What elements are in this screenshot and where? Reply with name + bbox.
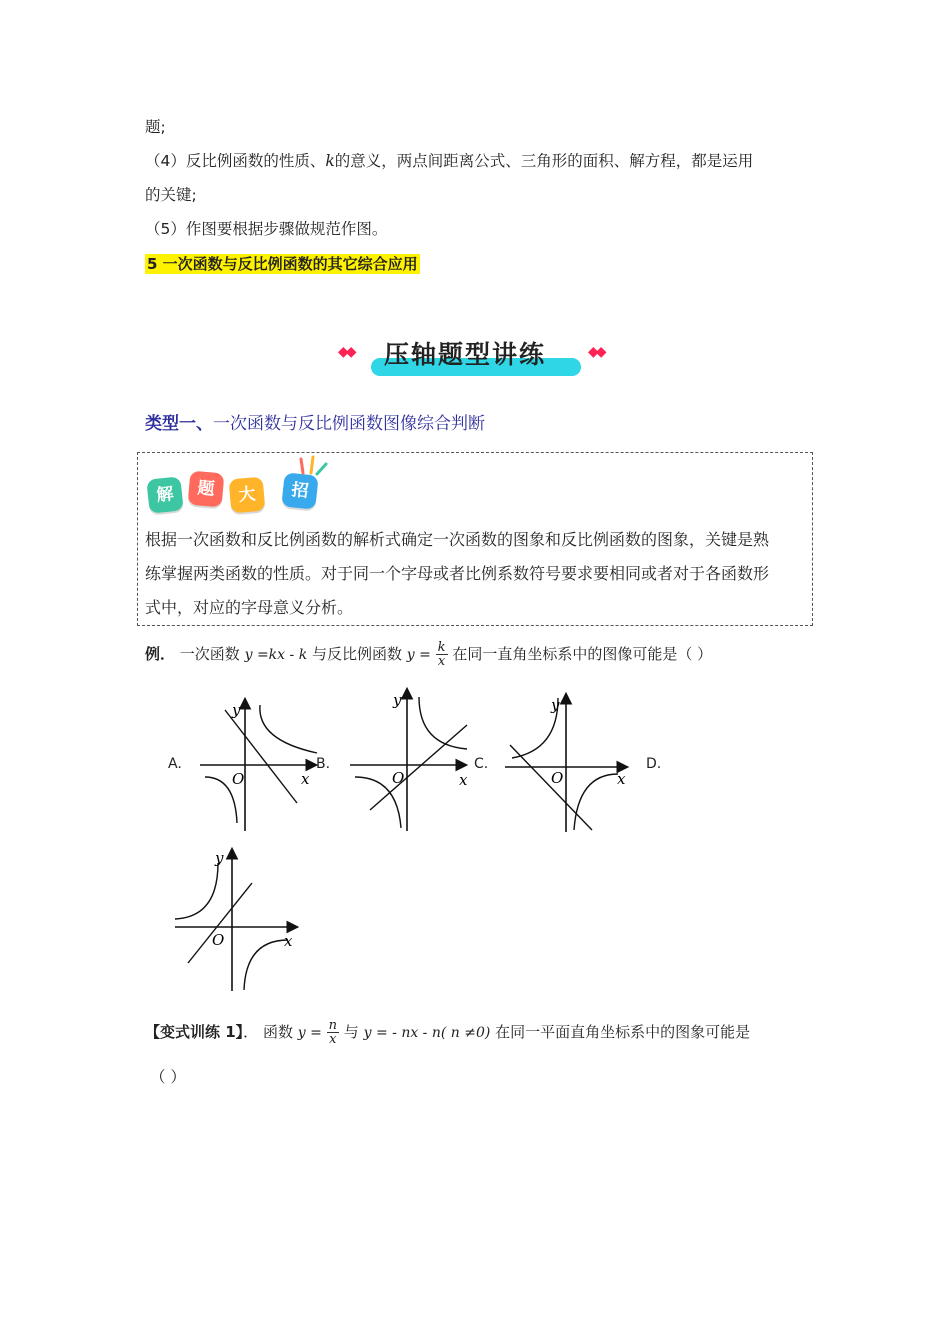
graph-c-line xyxy=(510,745,592,830)
graph-d-y-label: y xyxy=(215,849,224,867)
option-b-label[interactable]: B. xyxy=(316,756,331,772)
type-1-title xyxy=(145,409,485,434)
banner-diamonds-right: ◆◆ xyxy=(588,344,604,360)
variant-formula-linear: y = - nx - n xyxy=(363,1025,441,1041)
graph-a-x-label: x xyxy=(301,770,310,788)
variant-text-2: 与 xyxy=(343,1023,359,1041)
variant-fraction-num: n xyxy=(328,1018,338,1033)
option-c-label[interactable]: C. xyxy=(474,756,489,772)
note-line-2 xyxy=(145,150,753,172)
graph-a[interactable] xyxy=(195,695,325,835)
graph-b-y-label: y xyxy=(393,691,402,709)
example-fraction-den: x xyxy=(437,654,446,669)
variant-fraction xyxy=(327,1019,339,1046)
graph-d-line xyxy=(188,883,252,963)
graph-c[interactable] xyxy=(500,690,635,835)
banner-diamonds-left: ◆◆ xyxy=(338,344,354,360)
graph-b-line xyxy=(370,725,467,810)
graph-c-origin-label: O xyxy=(551,769,564,787)
variant-dot: ． xyxy=(243,1023,259,1041)
graph-a-line xyxy=(225,710,297,803)
graph-d-x-label: x xyxy=(284,932,293,950)
graph-a-hyperbola-q1 xyxy=(260,705,317,753)
example-question xyxy=(145,632,712,677)
example-text-3: 在同一直角坐标系中的图像可能是（ ） xyxy=(452,645,713,663)
option-a-label[interactable]: A. xyxy=(168,756,182,772)
variant-text-3: 在同一平面直角坐标系中的图象可能是 xyxy=(495,1023,751,1041)
type-1-text: 一次函数与反比例函数图像综合判断 xyxy=(213,414,485,434)
graph-d-origin-label: O xyxy=(212,931,225,949)
variant-answer-blank: （ ） xyxy=(150,1068,186,1086)
example-text-2: 与反比例函数 xyxy=(311,645,402,663)
variant-text-1: 函数 xyxy=(262,1023,293,1041)
graph-c-x-label: x xyxy=(617,770,626,788)
tip-badge-2: 题 xyxy=(188,471,225,508)
tip-badge-1: 解 xyxy=(146,476,183,513)
example-formula-linear: y =kx - k xyxy=(244,647,308,663)
variant-fraction-den: x xyxy=(329,1032,337,1047)
graph-d-hyperbola-q2 xyxy=(175,863,218,919)
tip-line-3: 式中，对应的字母意义分析。 xyxy=(145,598,354,617)
graph-c-hyperbola-q4 xyxy=(574,774,618,830)
variant-question xyxy=(145,1010,750,1055)
banner-title: 压轴题型讲练 xyxy=(384,340,547,369)
note-line-3: 的关键; xyxy=(145,186,197,204)
note-line-1: 题; xyxy=(145,118,166,136)
sparkle-icon xyxy=(299,455,329,477)
graph-d[interactable] xyxy=(170,845,305,995)
graph-a-y-label: y xyxy=(232,701,241,719)
graph-b-hyperbola-q1 xyxy=(419,697,467,749)
example-fraction-num: k xyxy=(437,640,446,655)
example-fraction xyxy=(436,641,448,668)
section-5-highlight: 5 一次函数与反比例函数的其它综合应用 xyxy=(147,255,418,273)
example-label: 例． xyxy=(145,645,176,663)
graph-b-origin-label: O xyxy=(392,769,405,787)
note-line-2-b: 的意义，两点间距离公式、三角形的面积、解方程，都是运用 xyxy=(334,152,754,170)
graph-b-x-label: x xyxy=(459,771,468,789)
tip-line-2: 练掌握两类函数的性质。对于同一个字母或者比例系数符号要求要相同或者对于各函数形 xyxy=(145,564,770,583)
graph-c-y-label: y xyxy=(551,696,560,714)
variant-condition: ( n ≠0) xyxy=(440,1025,491,1041)
example-text-1: 一次函数 xyxy=(179,645,240,663)
note-k-symbol: k xyxy=(325,152,335,170)
section-5-heading xyxy=(145,253,420,275)
graph-b[interactable] xyxy=(345,685,480,835)
graph-a-origin-label: O xyxy=(232,770,245,788)
tip-line-1: 根据一次函数和反比例函数的解析式确定一次函数的图象和反比例函数的图象，关键是熟 xyxy=(145,530,770,549)
option-d-label[interactable]: D. xyxy=(646,756,662,772)
variant-label: 【变式训练 1】 xyxy=(145,1023,244,1041)
tip-badge-4: 招 xyxy=(281,472,318,509)
graph-d-hyperbola-q4 xyxy=(244,940,288,990)
tip-badge-3: 大 xyxy=(229,477,266,514)
type-1-prefix: 类型一、 xyxy=(145,414,213,434)
note-line-2-a: （4）反比例函数的性质、 xyxy=(145,152,326,170)
example-formula-left: y = xyxy=(406,647,431,663)
note-line-4: （5）作图要根据步骤做规范作图。 xyxy=(145,220,388,238)
variant-formula-left: y = xyxy=(297,1025,322,1041)
